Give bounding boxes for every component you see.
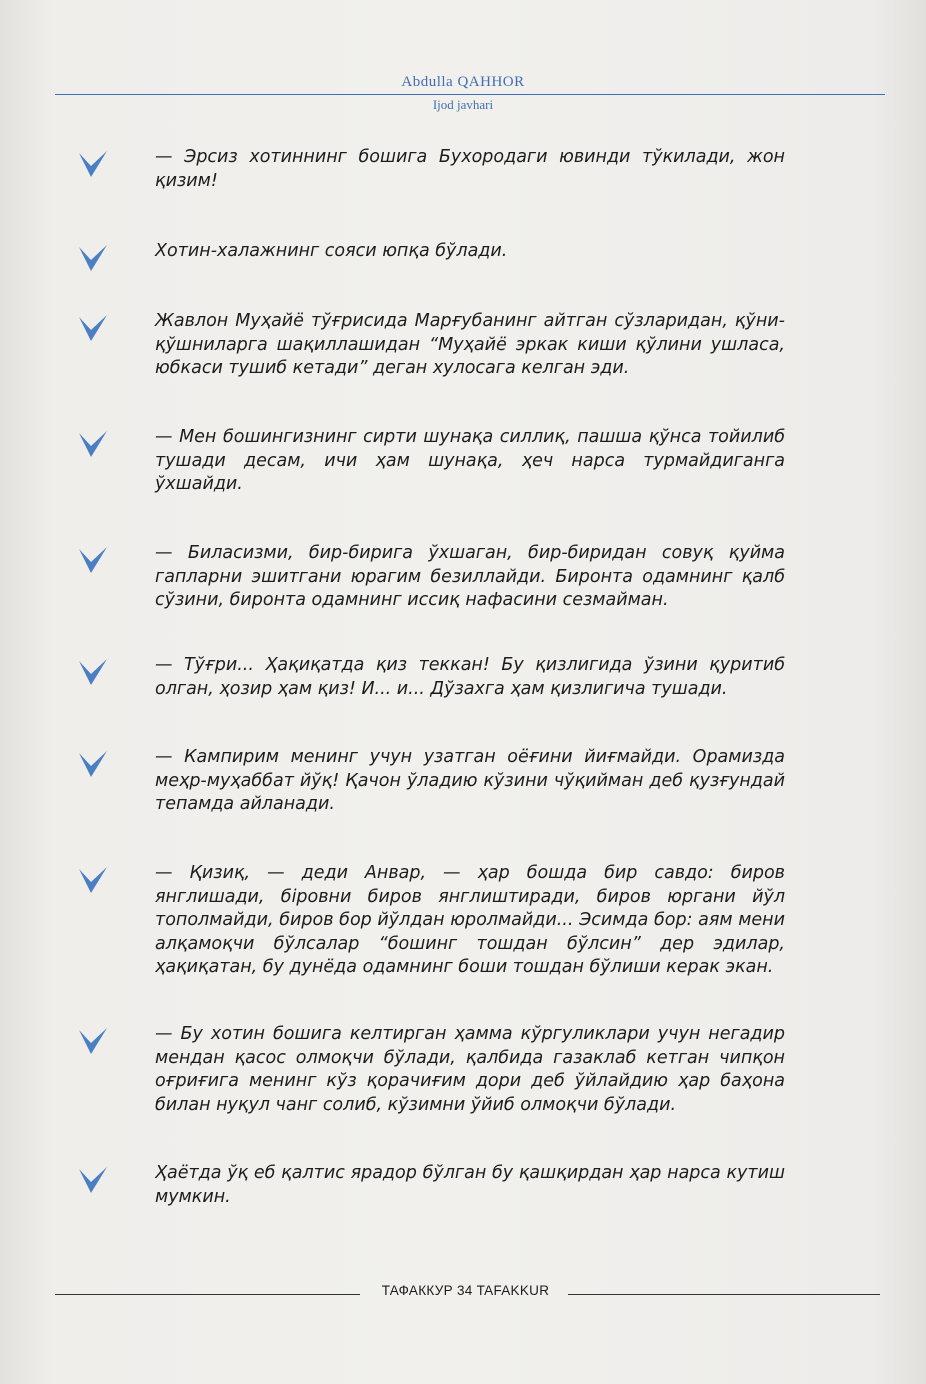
entry-text: Жавлон Муҳайё тўғрисида Марғубанинг айтган сўзларидан, қўни-қўшниларга шақиллашидан “Муҳайё эркак киши қўлини ушласа, юбкаси тушиб кетади” деган хулосага келган эди. — [155, 311, 785, 378]
list-item — [60, 1023, 830, 1117]
footer-divider-right — [568, 1294, 880, 1295]
list-item — [60, 146, 830, 193]
check-arrow-icon — [78, 866, 108, 896]
footer-page-label: ТАФАККУР 34 TAFAKKUR — [381, 1283, 550, 1298]
entry-text: — Кампирим менинг учун узатган оёғини йиғмайди. Орамизда меҳр-муҳаббат йўқ! Қачон ўладию кўзини чўқийман деб қузғундай тепамда айланади. — [155, 747, 785, 814]
check-arrow-icon — [78, 658, 108, 688]
list-item — [60, 426, 830, 497]
entry-text: — Биласизми, бир-бирига ўхшаган, бир-биридан совуқ қуйма гапларни эшитгани юрагим безиллайди. Биронта одамнинг қалб сўзини, биронта одамнинг иссиқ нафасини сезмайман. — [155, 543, 785, 610]
check-arrow-icon — [78, 1166, 108, 1196]
check-arrow-icon — [78, 546, 108, 576]
list-item — [60, 542, 830, 613]
check-arrow-icon — [78, 1027, 108, 1057]
footer-divider-left — [55, 1294, 360, 1295]
entry-text: — Эрсиз хотиннинг бошига Бухородаги ювинди тўкилади, жон қизим! — [155, 147, 785, 191]
author-name: Abdulla QAHHOR — [401, 74, 525, 90]
check-arrow-icon — [78, 314, 108, 344]
check-arrow-icon — [78, 150, 108, 180]
entry-text: — Қизиқ, — деди Анвар, — ҳар бошда бир савдо: биров янглишади, біровни биров янглиштиради, биров юргани йўл тополмайди, биров бор йўлдан юролмайди... Эсимда бор: аям мени алқамоқчи бўлсалар “бошинг тошдан бўлсин” дер эдилар, ҳақиқатан, бу дунёда одамнинг боши тошдан бўлиши керак экан. — [155, 863, 785, 977]
check-arrow-icon — [78, 244, 108, 274]
list-item — [60, 654, 830, 701]
entry-text: — Тўғри... Ҳақиқатда қиз теккан! Бу қизлигида ўзини қуритиб олган, ҳозир ҳам қиз! И... и... Дўзахга ҳам қизлигича тушади. — [155, 655, 785, 699]
check-arrow-icon — [78, 430, 108, 460]
entry-text: Хотин-халажнинг сояси юпқа бўлади. — [155, 241, 508, 261]
list-item — [60, 240, 830, 264]
entry-text: Ҳаётда ўқ еб қалтис ярадор бўлган бу қашқирдан ҳар нарса кутиш мумкин. — [155, 1163, 785, 1207]
page-footer — [0, 1283, 926, 1303]
entry-text: — Мен бошингизнинг сирти шунақа силлиқ, пашша қўнса тойилиб тушади десам, ичи ҳам шунақа, ҳеч нарса турмайдиганга ўхшайди. — [155, 427, 785, 494]
list-item — [60, 746, 830, 817]
header-divider — [55, 94, 885, 95]
list-item — [60, 1162, 830, 1209]
entry-text: — Бу хотин бошига келтирган ҳамма кўргуликлари учун негадир мендан қасос олмоқчи бўлади, қалбида газаклаб кетган чипқон оғриғига менинг кўз қорачиғим дори деб ўйлайдию ҳар баҳона билан нуқул чанг солиб, кўзимни ўйиб олмоқчи бўлади. — [155, 1024, 785, 1115]
book-subtitle: Ijod javhari — [432, 97, 494, 112]
list-item — [60, 310, 830, 381]
list-item — [60, 862, 830, 980]
check-arrow-icon — [78, 750, 108, 780]
